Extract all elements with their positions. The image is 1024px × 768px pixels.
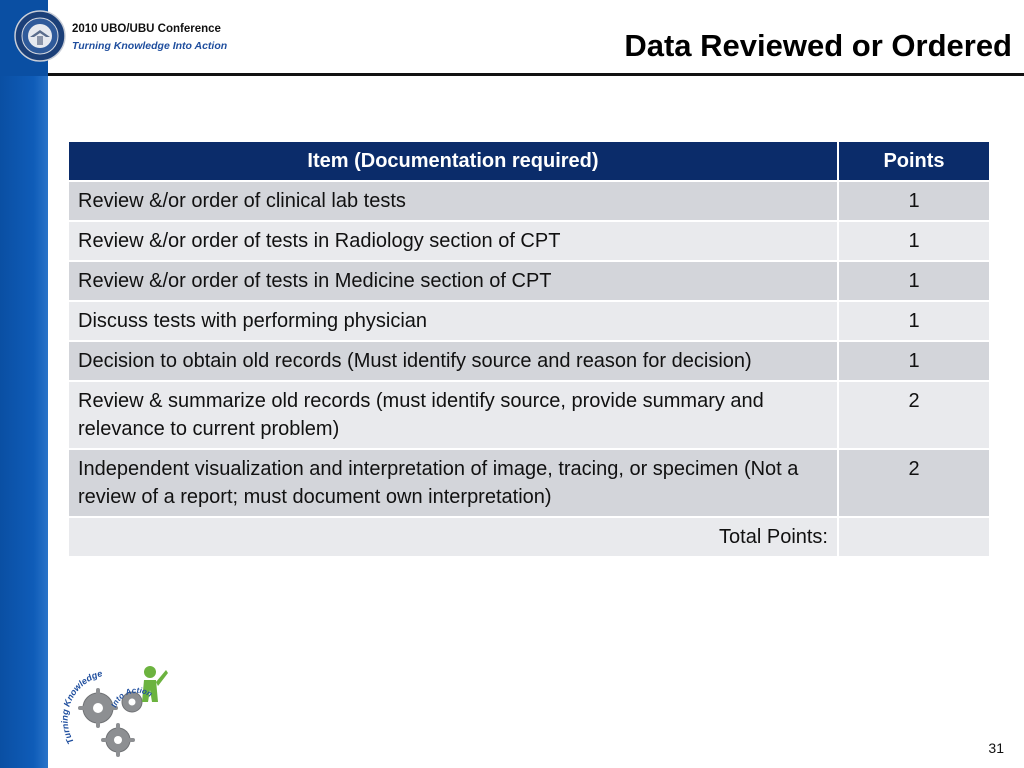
points-cell: 1 bbox=[838, 341, 990, 381]
total-points-value bbox=[838, 517, 990, 557]
table-row bbox=[68, 261, 990, 301]
page-number: 31 bbox=[988, 740, 1004, 756]
table-row bbox=[68, 341, 990, 381]
sidebar-band bbox=[0, 0, 48, 768]
turning-knowledge-logo bbox=[58, 650, 178, 762]
points-cell: 2 bbox=[838, 381, 990, 449]
slide-title: Data Reviewed or Ordered bbox=[624, 28, 1012, 63]
points-cell: 1 bbox=[838, 181, 990, 221]
points-cell: 1 bbox=[838, 261, 990, 301]
points-cell: 1 bbox=[838, 301, 990, 341]
table-row bbox=[68, 181, 990, 221]
column-header-points: Points bbox=[838, 141, 990, 181]
item-cell: Review &/or order of tests in Radiology section of CPT bbox=[68, 221, 838, 261]
item-cell: Review &/or order of tests in Medicine section of CPT bbox=[68, 261, 838, 301]
points-table bbox=[67, 140, 991, 558]
item-cell: Discuss tests with performing physician bbox=[68, 301, 838, 341]
logo-arc-text-top: Turning Knowledge bbox=[59, 668, 104, 746]
header-divider bbox=[48, 73, 1024, 76]
points-cell: 2 bbox=[838, 449, 990, 517]
total-row bbox=[68, 517, 990, 557]
item-cell: Independent visualization and interpretation of image, tracing, or specimen (Not a review of a report; must document own interpretation) bbox=[68, 449, 838, 517]
slide-header bbox=[0, 0, 1024, 76]
table-row bbox=[68, 381, 990, 449]
table-header-row bbox=[68, 141, 990, 181]
conference-tagline: Turning Knowledge Into Action bbox=[72, 40, 228, 52]
total-points-label: Total Points: bbox=[68, 517, 838, 557]
item-cell: Decision to obtain old records (Must identify source and reason for decision) bbox=[68, 341, 838, 381]
dod-seal-icon bbox=[14, 10, 66, 62]
table-row bbox=[68, 449, 990, 517]
table-row bbox=[68, 301, 990, 341]
table-row bbox=[68, 221, 990, 261]
logo-arc-text-bottom: Into Action bbox=[109, 685, 154, 709]
conference-name: 2010 UBO/UBU Conference bbox=[72, 23, 221, 35]
item-cell: Review & summarize old records (must identify source, provide summary and relevance to current problem) bbox=[68, 381, 838, 449]
item-cell: Review &/or order of clinical lab tests bbox=[68, 181, 838, 221]
points-cell: 1 bbox=[838, 221, 990, 261]
column-header-item: Item (Documentation required) bbox=[68, 141, 838, 181]
